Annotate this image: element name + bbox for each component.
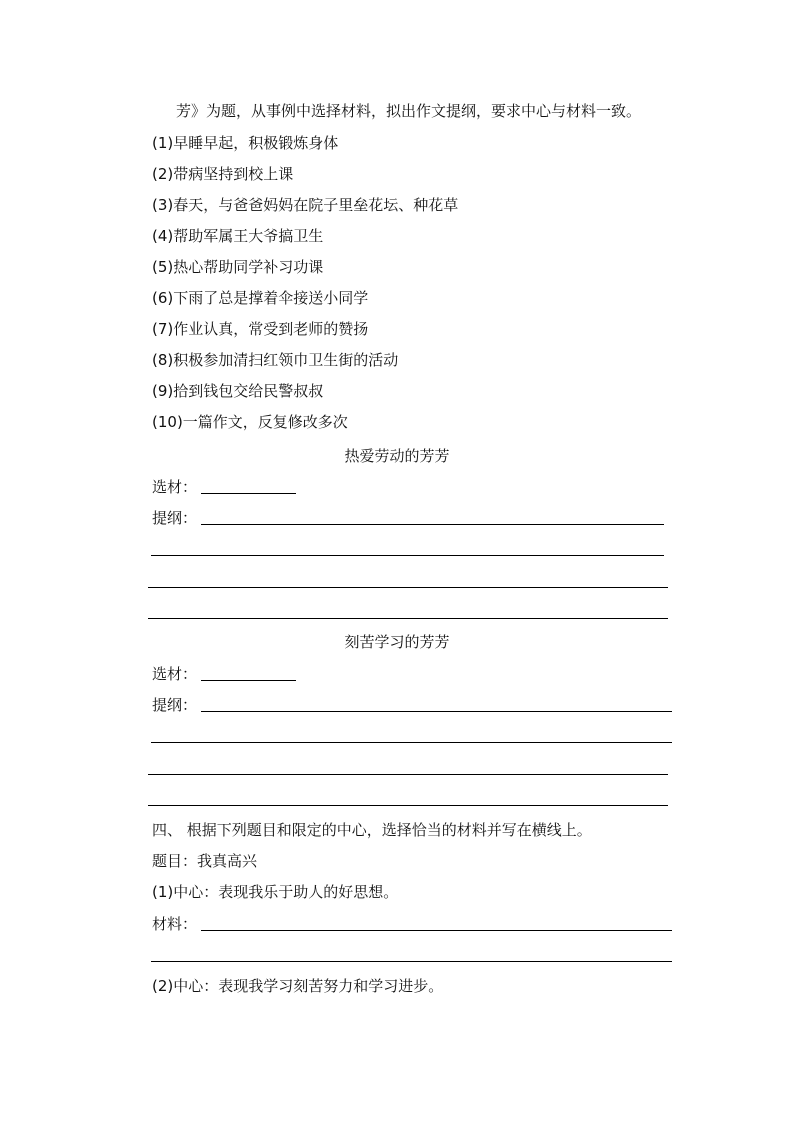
center-two: (2)中心：表现我学习刻苦努力和学习进步。 [152,977,444,995]
list-item: (3)春天，与爸爸妈妈在院子里垒花坛、种花草 [152,196,459,214]
list-item: (8)积极参加清扫红领巾卫生街的活动 [152,351,399,369]
essay-title: 热爱劳动的芳芳 [344,447,450,465]
material-label: 选材： [152,665,198,683]
material-answer-line[interactable] [201,493,296,494]
list-item: (1)早睡早起，积极锻炼身体 [152,134,339,152]
center-one: (1)中心：表现我乐于助人的好思想。 [152,883,399,901]
outline-answer-line[interactable] [148,587,668,588]
outline-answer-line[interactable] [151,742,672,743]
outline-answer-line[interactable] [201,524,664,525]
list-item: (10)一篇作文，反复修改多次 [152,413,348,431]
outline-answer-line[interactable] [148,618,668,619]
list-item: (9)拾到钱包交给民警叔叔 [152,382,324,400]
material-label: 材料： [152,915,198,933]
list-item: (6)下雨了总是撑着伞接送小同学 [152,289,369,307]
list-item: (5)热心帮助同学补习功课 [152,258,324,276]
intro-text: 芳》为题，从事例中选择材料，拟出作文提纲，要求中心与材料一致。 [176,102,642,120]
section-heading: 四、 根据下列题目和限定的中心，选择恰当的材料并写在横线上。 [152,821,592,839]
material-answer-line[interactable] [201,680,296,681]
material-label: 选材： [152,478,198,496]
list-item: (2)带病坚持到校上课 [152,165,294,183]
outline-label: 提纲： [152,696,198,714]
list-item: (4)帮助军属王大爷搞卫生 [152,227,324,245]
material-answer-line[interactable] [201,930,672,931]
outline-answer-line[interactable] [151,555,664,556]
list-item: (7)作业认真，常受到老师的赞扬 [152,320,369,338]
outline-label: 提纲： [152,509,198,527]
essay-title: 刻苦学习的芳芳 [344,633,450,651]
topic-line: 题目：我真高兴 [152,852,258,870]
material-answer-line[interactable] [151,961,672,962]
outline-answer-line[interactable] [148,805,668,806]
outline-answer-line[interactable] [201,711,672,712]
outline-answer-line[interactable] [148,774,668,775]
